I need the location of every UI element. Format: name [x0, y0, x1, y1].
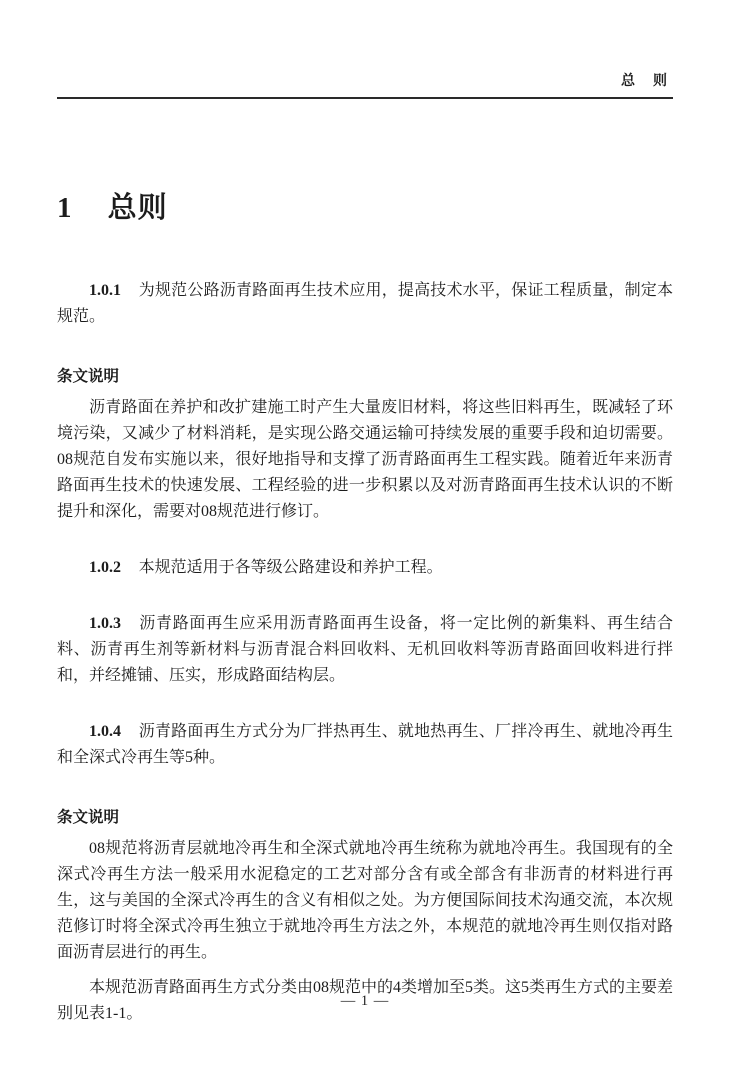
clause-1-0-2-number: 1.0.2	[89, 559, 121, 576]
commentary-2-paragraph-2: 本规范沥青路面再生方式分类由08规范中的4类增加至5类。这5类再生方式的主要差别见表1-1。	[57, 979, 674, 1022]
clause-1-0-2	[57, 555, 673, 581]
chapter-name: 总则	[107, 192, 168, 224]
clause-1-0-1-number: 1.0.1	[89, 282, 121, 299]
commentary-1-paragraph-1: 沥青路面在养护和改扩建施工时产生大量废旧材料，将这些旧料再生，既减轻了环境污染，又减少了材料消耗，是实现公路交通运输可持续发展的重要手段和迫切需要。08规范自发布实施以来，很好地指导和支撑了沥青路面再生工程实践。随着近年来沥青路面再生技术的快速发展、工程经验的进一步积累以及对沥青路面再生技术认识的不断提升和深化，需要对08规范进行修订。	[57, 399, 673, 520]
chapter-title	[57, 185, 673, 226]
clause-1-0-4-number: 1.0.4	[89, 723, 121, 740]
page-header	[57, 70, 673, 99]
commentary-2-paragraph-1: 08规范将沥青层就地冷再生和全深式就地冷再生统称为就地冷再生。我国现有的全深式冷再生方法一般采用水泥稳定的工艺对部分含有或全部含有非沥青的材料进行再生，这与美国的全深式冷再生的含义有相似之处。为方便国际间技术沟通交流，本次规范修订时将全深式冷再生独立于就地冷再生方法之外，本规范的就地冷再生则仅指对路面沥青层进行的再生。	[57, 840, 673, 961]
clause-1-0-2-text: 本规范适用于各等级公路建设和养护工程。	[138, 559, 443, 576]
clause-1-0-1	[57, 278, 673, 330]
clause-1-0-3-number: 1.0.3	[89, 615, 121, 632]
commentary-heading-2: 条文说明	[57, 809, 120, 826]
clause-1-0-3	[57, 611, 673, 689]
clause-1-0-3-text: 沥青路面再生应采用沥青路面再生设备，将一定比例的新集料、再生结合料、沥青再生剂等新材料与沥青混合料回收料、无机回收料等沥青路面回收料进行拌和，并经摊铺、压实，形成路面结构层。	[57, 615, 673, 684]
commentary-heading-1: 条文说明	[57, 368, 120, 385]
chapter-number: 1	[57, 192, 73, 224]
running-head-text: 总 则	[621, 74, 669, 89]
page-number: — 1 —	[340, 993, 390, 1009]
clause-1-0-4	[57, 719, 673, 771]
clause-1-0-1-text: 为规范公路沥青路面再生技术应用，提高技术水平，保证工程质量，制定本规范。	[57, 282, 673, 325]
clause-1-0-4-text: 沥青路面再生方式分为厂拌热再生、就地热再生、厂拌冷再生、就地冷再生和全深式冷再生等5种。	[57, 723, 673, 766]
